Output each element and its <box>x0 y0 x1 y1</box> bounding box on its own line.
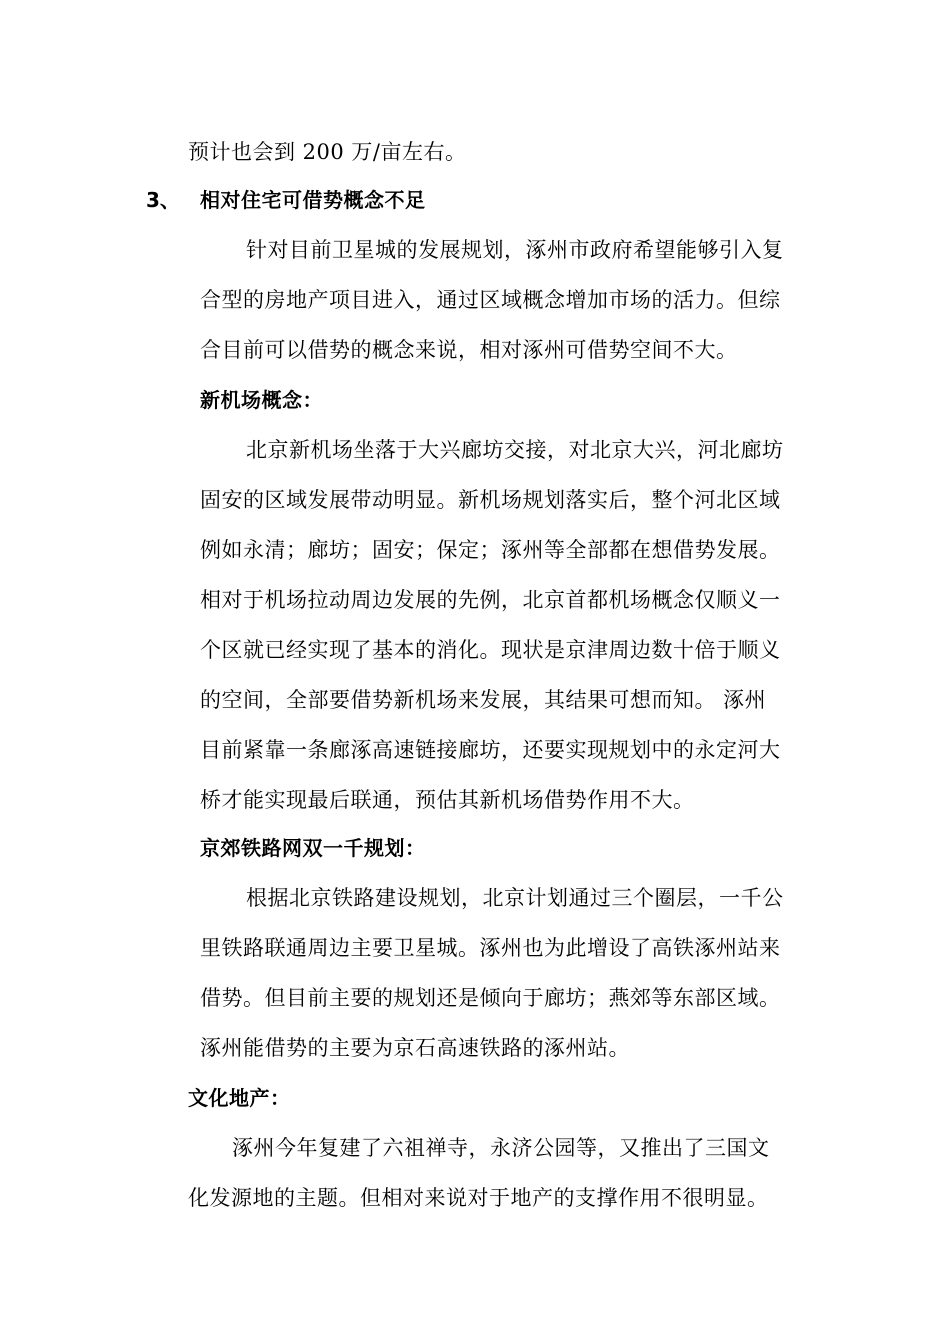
paragraph-line: 相对于机场拉动周边发展的先例，北京首都机场概念仅顺义一 <box>200 588 781 612</box>
railway-heading: 京郊铁路网双一千规划： <box>200 836 426 860</box>
intro-line: 预计也会到 200 万/亩左右。 <box>188 140 467 164</box>
culture-heading: 文化地产： <box>188 1086 291 1110</box>
section-title: 相对住宅可借势概念不足 <box>200 188 426 212</box>
paragraph-line: 合目前可以借势的概念来说，相对涿州可借势空间不大。 <box>200 338 738 362</box>
paragraph-line: 里铁路联通周边主要卫星城。涿州也为此增设了高铁涿州站来 <box>200 936 781 960</box>
paragraph-line: 涿州今年复建了六祖禅寺，永济公园等，又推出了三国文 <box>232 1136 770 1160</box>
paragraph-line: 针对目前卫星城的发展规划，涿州市政府希望能够引入复 <box>246 238 784 262</box>
paragraph-line: 例如永清；廊坊；固安；保定；涿州等全部都在想借势发展。 <box>200 538 781 562</box>
paragraph-line: 目前紧靠一条廊涿高速链接廊坊，还要实现规划中的永定河大 <box>200 738 781 762</box>
paragraph-line: 的空间，全部要借势新机场来发展，其结果可想而知。 涿州 <box>200 688 767 712</box>
paragraph-line: 根据北京铁路建设规划，北京计划通过三个圈层，一千公 <box>246 886 784 910</box>
section-number: 3、 <box>146 188 180 212</box>
paragraph-line: 北京新机场坐落于大兴廊坊交接，对北京大兴，河北廊坊 <box>246 438 784 462</box>
paragraph-line: 固安的区域发展带动明显。新机场规划落实后，整个河北区域 <box>200 488 781 512</box>
paragraph-line: 合型的房地产项目进入，通过区域概念增加市场的活力。但综 <box>200 288 781 312</box>
paragraph-line: 借势。但目前主要的规划还是倾向于廊坊；燕郊等东部区域。 <box>200 986 781 1010</box>
paragraph-line: 桥才能实现最后联通，预估其新机场借势作用不大。 <box>200 788 695 812</box>
paragraph-line: 个区就已经实现了基本的消化。现状是京津周边数十倍于顺义 <box>200 638 781 662</box>
paragraph-line: 涿州能借势的主要为京石高速铁路的涿州站。 <box>200 1036 630 1060</box>
airport-heading: 新机场概念： <box>200 388 323 412</box>
paragraph-line: 化发源地的主题。但相对来说对于地产的支撑作用不很明显。 <box>188 1186 769 1210</box>
